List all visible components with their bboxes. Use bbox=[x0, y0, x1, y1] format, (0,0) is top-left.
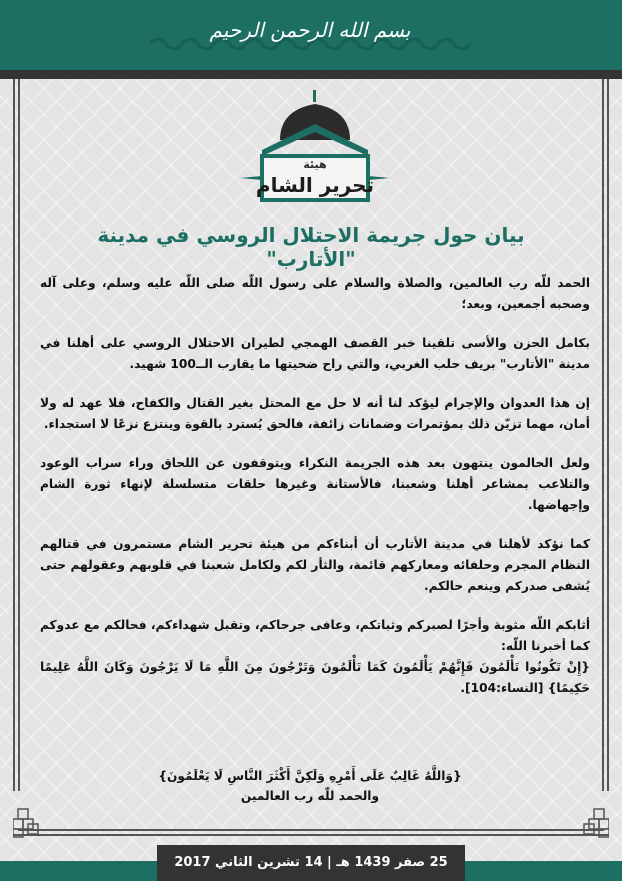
header-divider bbox=[0, 70, 622, 79]
frame-line bbox=[18, 829, 604, 831]
closing-verse: {وَاللَّهُ غَالِبٌ عَلَى أَمْرِهِ وَلَكِنَّ أَكْثَرَ النَّاسِ لَا يَعْلَمُونَ} bbox=[158, 769, 462, 783]
logo-line2: تحرير الشام bbox=[255, 173, 375, 197]
paragraph: بكامل الحزن والأسى تلقينا خبر القصف الهمجي لطيران الاحتلال الروسي على أهلنا في مدينة "الأتارب" بريف حلب الغربي، والتي راح ضحيتها ما يقارب الــ100 شهيد. bbox=[40, 336, 590, 371]
basmala-calligraphy bbox=[150, 16, 470, 56]
statement-body bbox=[40, 273, 590, 699]
verse-reference: [النساء:104]. bbox=[460, 681, 544, 695]
statement-title: بيان حول جريمة الاحتلال الروسي في مدينة "الأتارب" bbox=[97, 223, 525, 271]
paragraph: ولعل الحالمون ينتهون بعد هذه الجريمة النكراء ويتوقفون عن اللحاق وراء سراب الوعود والتلاعب بمشاعر أهلنا وشعبنا، فالأستانة وغيرها حلقات متسلسلة لإنهاء ثورة الشام وإجهاضها. bbox=[40, 456, 590, 512]
basmala-text: بسم الله الرحمن الرحيم bbox=[209, 18, 411, 42]
header-banner bbox=[0, 0, 622, 70]
quran-verse bbox=[40, 657, 590, 699]
verse-text: {إِنْ تَكُونُوا تَأْلَمُونَ فَإِنَّهُمْ يَأْلَمُونَ كَمَا تَأْلَمُونَ وَتَرْجُونَ مِنَ اللَّهِ مَا لَا يَرْجُونَ وَكَانَ اللَّهُ عَلِيمًا حَكِيمًا} bbox=[40, 660, 590, 695]
closing-block bbox=[120, 766, 500, 806]
logo-line1: هيئة bbox=[303, 158, 327, 171]
paragraph: الحمد للّه رب العالمين، والصلاة والسلام على رسول اللّه صلى اللّه عليه وسلم، وعلى آله وصحبه أجمعين، وبعد؛ bbox=[40, 276, 590, 311]
frame-line bbox=[13, 79, 15, 791]
paragraph: إن هذا العدوان والإجرام ليؤكد لنا أنه لا حل مع المحتل بغير القتال والكفاح، فلا عهد له ولا أمان، مهما تزيّن ذلك بمؤتمرات وضمانات زائفة، فالحق يُسترد بالقوة وينتزع نزعًا لا استجداء. bbox=[40, 396, 590, 431]
date-badge: 25 صفر 1439 هـ | 14 تشرين الثاني 2017 bbox=[157, 845, 465, 881]
frame-line bbox=[602, 79, 604, 791]
frame-line bbox=[13, 834, 609, 836]
frame-line bbox=[18, 79, 20, 791]
organization-logo bbox=[240, 88, 390, 210]
mosque-dome-icon bbox=[240, 88, 390, 210]
closing-praise: والحمد للّه رب العالمين bbox=[240, 789, 380, 803]
paragraph: كما نؤكد لأهلنا في مدينة الأتارب أن أبناءكم من هيئة تحرير الشام مستمرون في قتالهم النظام المجرم وحلفائه ومعاركهم قائمة، والثأر لكم ولكامل شعبنا في قلوبهم وعقولهم حتى يُشفى صدركم وينعم حالكم. bbox=[40, 537, 590, 593]
frame-line bbox=[607, 79, 609, 791]
corner-knot-icon bbox=[13, 794, 45, 839]
corner-knot-icon bbox=[577, 794, 609, 839]
paragraph: أثابكم اللّه مثوبة وأجرًا لصبركم وثباتكم، وعافى جرحاكم، وتقبل شهداءكم، فحالكم مع عدوكم كما أخبرنا اللّه: bbox=[40, 618, 590, 653]
